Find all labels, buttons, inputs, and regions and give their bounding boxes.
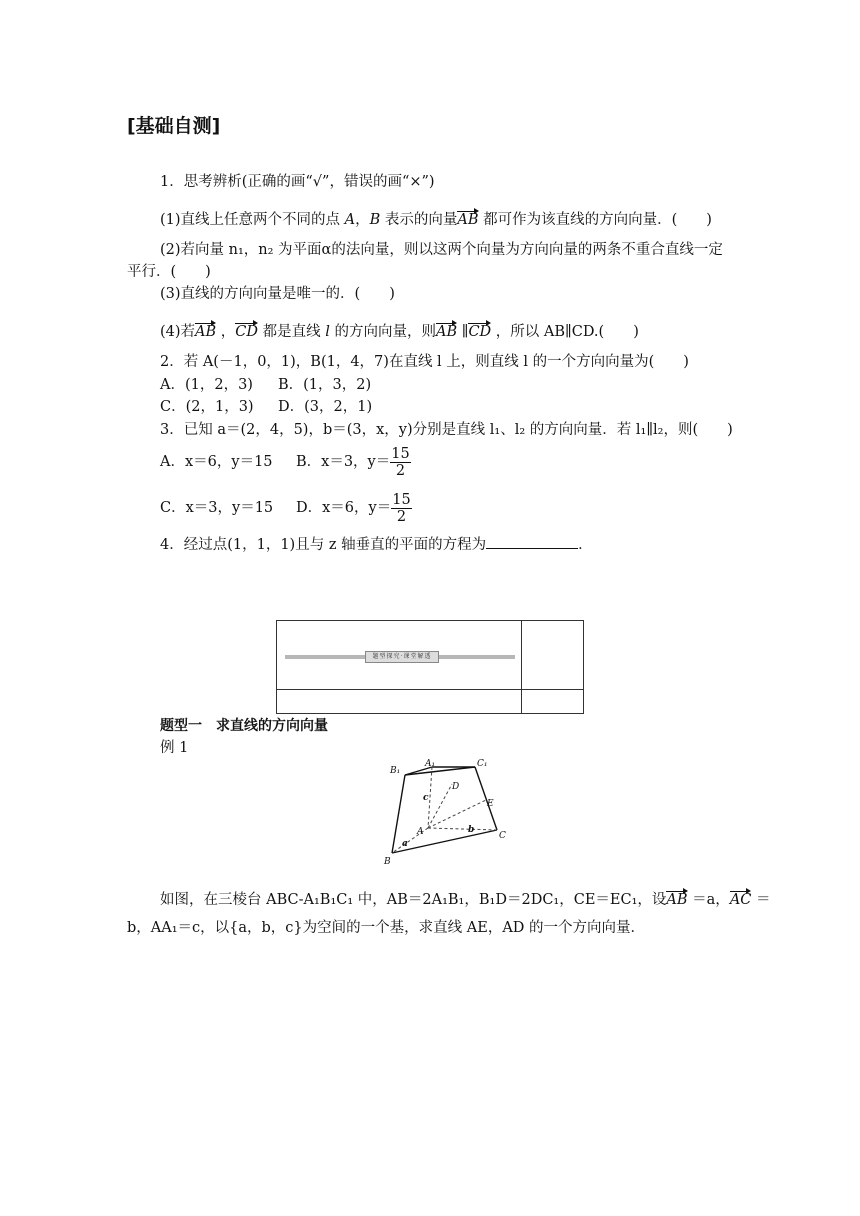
q1-s4-parallel: ∥ <box>457 324 469 340</box>
q1-s4-mid3: 的方向向量，则 <box>329 324 436 340</box>
q4-end: ． <box>578 537 593 553</box>
label-c1: C₁ <box>477 759 488 769</box>
q4-stem-line <box>160 534 593 555</box>
fraction-denominator: 2 <box>396 508 407 525</box>
q3-option-c: C．x＝3，y＝15 <box>160 500 274 516</box>
label-b1: B₁ <box>390 766 401 776</box>
banner-label: 题型探究·课堂解透 <box>365 651 439 663</box>
q2-option-d: D．(3，2，1) <box>278 399 373 415</box>
q1-statement-2-line2: 平行．( ) <box>127 264 211 280</box>
q1-s4-mid1: ， <box>216 324 236 340</box>
vector-ab: AB <box>666 892 688 908</box>
q1-s4-mid2: 都是直线 <box>258 324 326 340</box>
label-e: E <box>487 799 494 809</box>
vector-cd: CD <box>235 324 259 340</box>
section-banner-box <box>276 620 584 714</box>
example-text-line1 <box>160 890 771 910</box>
fraction-numerator: 15 <box>391 445 410 462</box>
q3-option-b-text: B．x＝3，y＝ <box>296 454 391 470</box>
q2-option-c: C．(2，1，3) <box>160 399 254 415</box>
fraction-denominator: 2 <box>395 462 406 479</box>
q1-s4-post: ，所以 AB∥CD.( ) <box>491 324 639 340</box>
vector-ab: AB <box>436 324 458 340</box>
example-label: 例 1 <box>160 740 189 756</box>
label-d: D <box>452 782 460 792</box>
example-text-line2: b，AA₁＝c，以{a，b，c}为空间的一个基，求直线 AE，AD 的一个方向向量． <box>127 920 646 936</box>
section-title: 题型一 求直线的方向向量 <box>160 718 328 734</box>
q1-s1-comma: ， <box>355 212 370 228</box>
q1-s1-pre: (1)直线上任意两个不同的点 <box>160 212 341 228</box>
vector-cd: CD <box>468 324 492 340</box>
q3-stem: 3．已知 a＝(2，4，5)，b＝(3，x，y)分别是直线 l₁、l₂ 的方向向量．若 l₁∥l₂，则( ) <box>160 422 733 438</box>
q1-s4-line-l: l <box>325 324 330 340</box>
label-vector-b: b <box>468 825 475 835</box>
q1-s1-point-a: A <box>344 212 356 228</box>
q1-statement-3: (3)直线的方向向量是唯一的．( ) <box>160 286 395 302</box>
q1-title: 1．思考辨析(正确的画“√”，错误的画“×”) <box>160 174 435 190</box>
q3-option-b <box>296 444 411 480</box>
label-b: B <box>384 857 391 867</box>
vector-ab: AB <box>457 212 479 228</box>
q1-statement-1 <box>160 210 712 230</box>
fraction <box>391 492 411 525</box>
q1-s1-post: 都可作为该直线的方向向量．( ) <box>478 212 712 228</box>
fraction <box>390 446 410 479</box>
fraction-numerator: 15 <box>392 491 411 508</box>
divider <box>277 689 583 690</box>
vector-ab: AB <box>195 324 217 340</box>
example-line1-text: 如图，在三棱台 ABC-A₁B₁C₁ 中，AB＝2A₁B₁，B₁D＝2DC₁，CE＝EC₁，设 <box>160 892 667 908</box>
example-line1-end: ＝ <box>751 892 771 908</box>
label-vector-a: a <box>402 839 408 849</box>
q2-stem: 2．若 A(－1，0，1)，B(1，4，7)在直线 l 上，则直线 l 的一个方向向量为( ) <box>160 354 689 370</box>
label-a: A <box>417 827 424 837</box>
label-vector-c: c <box>423 793 429 803</box>
label-c: C <box>499 831 506 841</box>
answer-blank <box>486 534 578 549</box>
q1-statement-2-line1: (2)若向量 n₁，n₂ 为平面α的法向量，则以这两个向量为方向向量的两条不重合直线一定 <box>160 242 723 258</box>
vector-ac: AC <box>729 892 752 908</box>
frustum-figure <box>380 758 520 870</box>
section-heading: [基础自测] <box>127 115 221 137</box>
q4-stem: 4．经过点(1，1，1)且与 z 轴垂直的平面的方程为 <box>160 537 487 553</box>
q1-s1-point-b: B <box>369 212 381 228</box>
q1-s4-pre: (4)若 <box>160 324 196 340</box>
label-a1: A₁ <box>425 759 436 769</box>
divider <box>521 621 522 713</box>
q3-option-a: A．x＝6，y＝15 <box>160 454 273 470</box>
q3-option-d-text: D．x＝6，y＝ <box>296 500 392 516</box>
q1-statement-4 <box>160 322 639 342</box>
example-line1-mid: ＝a， <box>687 892 730 908</box>
q1-s1-mid: 表示的向量 <box>380 212 458 228</box>
q2-option-a: A．(1，2，3) <box>160 377 253 393</box>
q2-option-b: B．(1，3，2) <box>278 377 372 393</box>
q3-option-d <box>296 490 412 526</box>
